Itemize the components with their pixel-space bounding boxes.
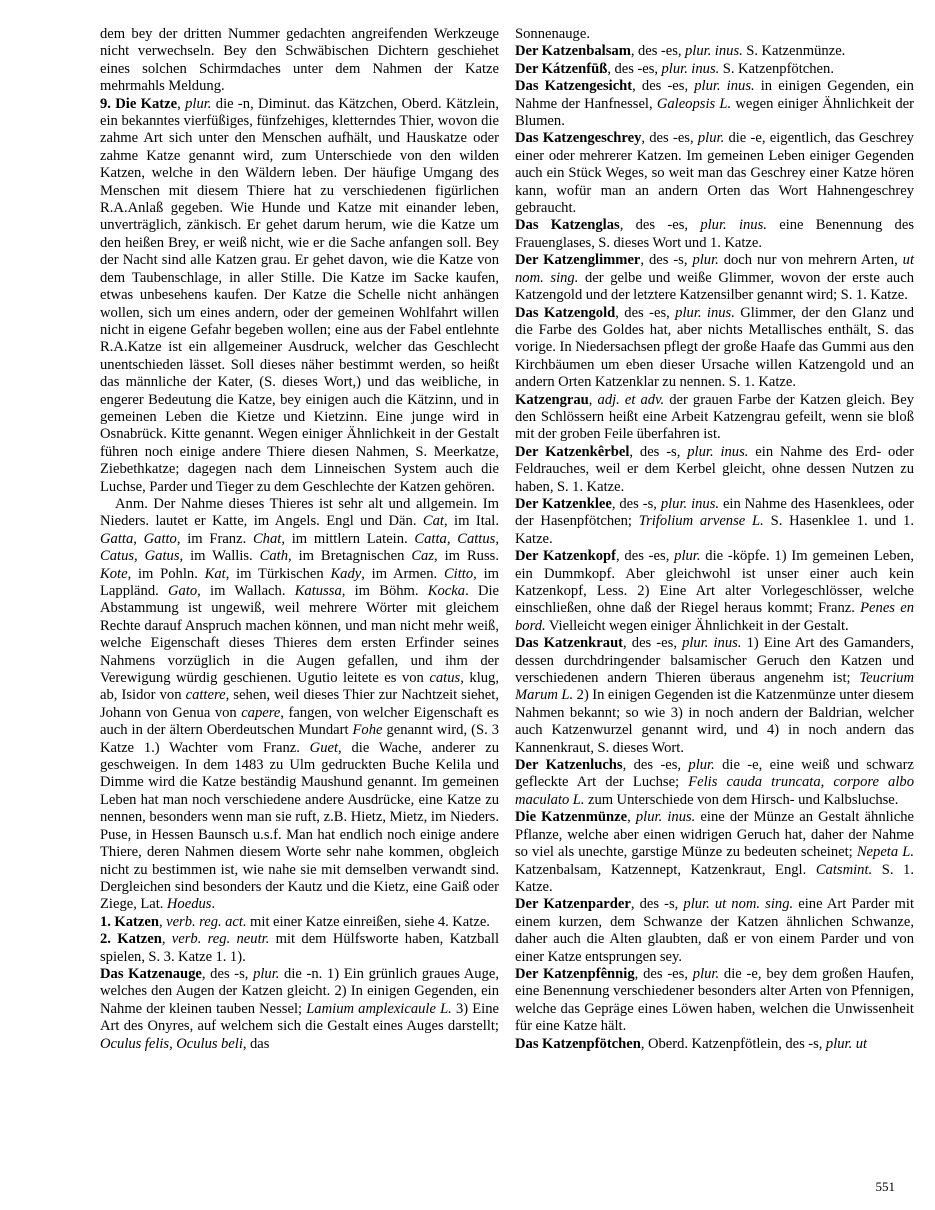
text-run: , im Franz. [176, 530, 253, 547]
entry-paragraph [100, 931, 499, 966]
text-run: Kocka [427, 583, 466, 599]
entry-headword: Das Katzenpfötchen [515, 1035, 641, 1052]
text-run: Lamium amplexicaule L. [306, 1000, 452, 1017]
text-run: , des -s, [630, 896, 684, 913]
text-run: Teucrium Marum L. [515, 670, 914, 704]
text-run: , im Böhm. [341, 583, 428, 599]
entry-paragraph [515, 635, 914, 757]
text-run: Kote [100, 565, 128, 582]
text-run: Penes en bord. [515, 600, 914, 634]
text-run: Citto [443, 565, 474, 582]
entry-paragraph [515, 757, 914, 809]
text-run: Katussa [294, 583, 342, 599]
text-run: plur. [697, 130, 725, 147]
text-run: eine der Münze an Gestalt ähnliche Pflanze, welche aber einen widrigen Geruch hat, daher der Nahme so viel als unechte, garstige Münze zu bedeuten scheinet; [515, 809, 914, 861]
text-run: S. Hasenklee 1. und 1. Katze. [515, 513, 914, 547]
page-number: 551 [875, 1179, 895, 1194]
text-run: Cat [422, 513, 444, 530]
text-run: ein Nahme des Erd- oder Feldrauches, weil er dem Kerbel gleicht, ohne dessen Nutzen zu haben, S. 1. Katze. [515, 443, 914, 495]
text-run: 3) Eine Art des Onyres, auf welchem sich die Gestalt eines Auges darstellt; [100, 1000, 499, 1035]
entry-headword: 2. Katzen [100, 931, 162, 948]
text-run: , sehen, weil dieses Thier zur Nachtzeit siehet, Johann von Genua von [100, 687, 499, 721]
text-run: , des -es, [615, 304, 676, 321]
text-run: eine Art Parder mit einem kurzen, dem Schwanze der Katzen ähnlichen Schwanze, daher auch die Alten glaubten, daß er von einem Parder und von einer Katze entsprungen sey. [515, 896, 915, 965]
text-run: plur. inus. [660, 495, 720, 512]
text-run: Trifolium arvense L. [638, 513, 764, 530]
text-run: plur. inus. [635, 809, 696, 826]
entry-paragraph [515, 78, 914, 130]
text-run: , des -s, [201, 965, 254, 982]
text-run: plur. inus. [661, 60, 720, 77]
text-run: Kady [330, 565, 362, 582]
entry-paragraph [515, 496, 914, 548]
text-run: plur. [688, 757, 715, 774]
entry-paragraph [515, 61, 914, 78]
text-run: , im Russ. [434, 548, 499, 565]
text-run: die -e, bey dem großen Haufen, eine Benennung verschiedener besonders alter Arten von Pfennigen, welche das Gepräge eines Löwen haben, welchen die Unwissenheit für eine Katze hält. [515, 965, 914, 1035]
text-run: Kat [204, 565, 226, 582]
entry-headword: Der Katzenkêrbel [515, 443, 630, 460]
text-run: , klug, ab, Isidor von [100, 670, 499, 704]
entry-paragraph [100, 96, 499, 496]
text-run: adj. et adv. [597, 391, 665, 408]
text-run: Katzenbalsam, Katzennept, Katzenkraut, Engl. [515, 861, 816, 878]
entry-headword: 9. Die Katze [100, 95, 178, 112]
text-run: plur. inus. [700, 217, 767, 234]
text-run: , des -es, [616, 548, 675, 565]
entry-headword: Das Katzenauge [100, 965, 202, 982]
entry-paragraph [515, 43, 914, 60]
text-run: plur. [692, 252, 719, 269]
text-run: Oculus felis, Oculus beli [100, 1035, 243, 1052]
entry-headword: Der Katzenkopf [515, 548, 616, 565]
text-run: plur. inus. [682, 635, 742, 652]
text-run: , im Wallach. [197, 583, 295, 599]
entry-paragraph [515, 444, 914, 496]
entry-paragraph [100, 496, 499, 914]
text-run: zum Unterschiede von dem Hirsch- und Kalbsluchse. [584, 791, 899, 808]
text-run: cattere [185, 687, 226, 704]
text-run: wegen einiger Ähnlichkeit der Blumen. [515, 95, 915, 130]
entry-paragraph [515, 26, 914, 43]
text-run: Gato [167, 583, 198, 599]
text-run: genannt wird, (S. 3 Katze 1.) Wachter vom Franz. [100, 722, 500, 756]
text-run: plur. [253, 965, 280, 982]
text-run: , die Wache, anderer zu geschweigen. In dem 1483 zu Ulm gedruckten Buche Kelila und Dimme wird die Katze beständig Maushund genannt. Im gemeinen Leben hat man noch verschiedene andere Ausdrücke, eine Katze zu nennen, besonders wenn man sie ruft, z.B. Hietz, Mietz, im Nieders. Puse, in Hessen Baunsch u.s.f. Man hat endlich noch einige andere Thiere, deren Nahmen diesem Worte sehr nahe kommen, obgleich nicht zu bestimmen ist, wie nahe sie mit demselben verwandt sind. Dergleichen sind besonders der Kautz und die Kietz, eine Gaiß oder Ziege, Lat. [100, 739, 499, 913]
text-run: plur. [692, 965, 720, 982]
text-run: catus [429, 670, 461, 687]
entry-headword: Der Katzenbalsam [515, 43, 631, 60]
text-run: plur. ut [825, 1035, 868, 1052]
text-run: verb. reg. act. [166, 913, 247, 930]
entry-headword: Die Katzenmünze [515, 809, 628, 826]
entry-headword: Das Katzenglas [515, 217, 620, 234]
text-run: mit dem Hülfsworte haben, Katzball spielen, S. 3. Katze 1. 1). [100, 931, 499, 965]
text-run: S. 1. Katze. [515, 861, 914, 895]
entry-paragraph [515, 1036, 914, 1053]
text-run: Chat [252, 530, 282, 547]
entry-paragraph [100, 966, 499, 1053]
text-columns [100, 26, 914, 1053]
text-run: plur. inus. [675, 304, 735, 321]
text-run: Caz [411, 548, 435, 565]
text-run: , [627, 809, 636, 826]
text-run: Sonnenauge. [515, 26, 590, 42]
entry-paragraph [515, 548, 914, 635]
text-run: , fangen, von welcher Eigenschaft es auch in der ältern Oberdeutschen Mundart [100, 704, 499, 739]
text-run: 2) In einigen Gegenden ist die Katzenmünze unter diesem Nahmen bekannt; so wie 3) in noch andern der Baldrian, welcher auch Katzenwurzel genannt wird, und 4) in noch andern das Kannenkraut, S. dieses Wort. [515, 687, 914, 756]
entry-paragraph [100, 914, 499, 931]
text-run: . Die Abstammung ist ungewiß, weil mehrere Wörter mit gleichem Rechte darauf Anspruch machen können, und man nicht mehr weiß, welche Eigenschaft dieses Thieres dem ersten Erfinder seines Nahmens vorzüglich in die Augen gefallen, und ihm der Verewigung würdig geschienen. Ugutio leitete es von [100, 583, 500, 687]
text-run: mit einer Katze einreißen, siehe 4. Katze. [246, 913, 490, 930]
entry-headword: Der Katzenklee [515, 495, 612, 512]
entry-headword: Katzengrau [515, 391, 589, 408]
text-run: , im Lappländ. [100, 565, 499, 599]
entry-headword: Das Katzengeschrey [515, 130, 642, 147]
text-run: , im Wallis. [179, 548, 260, 565]
text-run: S. Katzenpfötchen. [719, 60, 834, 77]
text-run: , des -es, [622, 757, 689, 774]
text-run: , des -es, [619, 217, 701, 234]
text-run: , [158, 913, 167, 930]
text-run: , im mittlern Latein. [281, 530, 415, 547]
text-run: , im Pohln. [127, 565, 205, 582]
text-run: Felis cauda truncata, corpore albo maculato L. [515, 774, 914, 808]
entry-paragraph [515, 966, 914, 1036]
text-run: , des -s, [640, 252, 693, 269]
text-run: Vielleicht wegen einiger Ähnlichkeit in der Gestalt. [545, 617, 849, 634]
text-run: , des -es, [632, 78, 695, 95]
entry-headword: Das Katzengold [515, 304, 616, 321]
text-run: plur. ut nom. sing. [683, 896, 794, 913]
text-run: plur. inus. [687, 443, 749, 460]
text-run: verb. reg. neutr. [171, 931, 270, 948]
text-run: , [588, 391, 598, 408]
entry-paragraph [515, 896, 914, 966]
text-run: , im Türkischen [225, 565, 331, 582]
entry-paragraph [515, 392, 914, 444]
text-run: ut nom. sing. [515, 252, 915, 286]
text-run: , im Ital. [443, 513, 499, 530]
left-column [100, 26, 499, 1053]
text-run: eine Benennung des Frauenglases, S. dieses Wort und 1. Katze. [515, 217, 914, 251]
text-run: der gelbe und weiße Glimmer, wovon der erste auch Katzengold und der letztere Katzensilber genannt wird; S. 1. Katze. [515, 269, 914, 304]
entry-headword: Der Katzenpfênnig [515, 965, 635, 982]
text-run: , des -es, [623, 635, 683, 652]
text-run: plur. [674, 548, 701, 565]
entry-headword: Der Katzenluchs [515, 757, 623, 774]
text-run: capere [241, 704, 281, 721]
entry-headword: Der Katzenparder [515, 896, 631, 913]
right-column [515, 26, 914, 1053]
text-run: Catsmint. [815, 861, 873, 878]
entry-headword: Der Katzenglimmer [515, 252, 641, 269]
entry-headword: Das Katzengesicht [515, 78, 633, 95]
text-run: ein Nahme des Hasenklees, oder der Hasenpfötchen; [515, 495, 914, 530]
text-run: Glimmer, der den Glanz und die Farbe des Goldes hat, aber nichts Metallisches enthält, S. das vorige. In Niedersachsen pflegt der große Haafe das Gummi aus den Kirchbäumen um eben dieser Ursache willen Katzengold und an andern Orten Katzenklar zu nennen. S. 1. Katze. [515, 304, 914, 391]
text-run: Anm. Der Nahme dieses Thieres ist sehr alt und allgemein. Im Nieders. lautet er Katte, im Angels. Engl und Dän. [100, 495, 499, 530]
text-run: , des -es, [634, 965, 693, 982]
text-run: , des -s, [611, 495, 661, 512]
text-run: Nepeta L. [856, 844, 914, 861]
text-run: Cath [259, 548, 289, 565]
text-run: S. Katzenmünze. [742, 43, 846, 60]
text-run: , des -es, [641, 130, 698, 147]
entry-paragraph [515, 252, 914, 304]
text-run: , im Armen. [361, 565, 444, 582]
text-run: plur. inus. [684, 43, 743, 60]
entry-headword: Das Katzenkraut [515, 635, 624, 652]
text-run: dem bey der dritten Nummer gedachten angreifenden Werkzeuge nicht verwechseln. Bey den Schwäbischen Dichtern geschiehet eines solchen Schirmdaches unter dem Nahmen der Katze mehrmahls Meldung. [100, 26, 499, 95]
text-run: , des -es, [630, 43, 685, 60]
text-run: die -n, Diminut. das Kätzchen, Oberd. Kätzlein, ein bekanntes vierfüßiges, fünfzehiges, kletterndes Thier, wovon die zahme Art sich unter den Menschen aufhält, und Hauskatze oder zahme Katze genannt wird, zum Unterschiede von den wilden Katzen, welche in den Wäldern leben. Der häufige Umgang des Menschen mit diesem Thiere hat zu verschiedenen figürlichen R.A.Anlaß gegeben. Wie Hunde und Katze mit einander leben, unverträglich, zänkisch. Er gehet darum herum, wie die Katze um den heißen Brey, er weiß nicht, wie er die Sache anfangen soll. Bey der Nacht sind alle Katzen grau. Er gehet davon, wie die Katze von dem Taubenschlage, in aller Stille. Die Katze im Sacke kaufen, etwas unbesehens kaufen. Der Katze die Schelle nicht anhängen wollen, sich um eines andern, oder der gemeinen Wohlfahrt willen nicht in eigene Gefahr begeben wollen; eine aus der Fabel entlehnte R.A.Katze ist ein allgemeiner Ausdruck, welcher das Geschlecht unentschieden lässet. Soll dieses näher bestimmt werden, so heißt das männliche der Kater, (S. dieses Wort,) und das weibliche, in engerer Bedeutung die Katze, bey einigen auch die Kätzinn, und in gemeinen Leben die Kietze und Kietzinn. Eine junge wird in Osnabrück. Kitte genannt. Wegen einiger Ähnlichkeit in der Gestalt führen noch einige andere Thiere diesen Nahmen, S. Meerkatze, Ziebethkatze; dagegen nach dem Linneischen System auch die Luchse, Parder und Tieger zu dem Geschlechte der Katzen gehören. [100, 95, 499, 495]
entry-paragraph [100, 26, 499, 96]
text-run: Galeopsis L. [656, 95, 732, 112]
entry-paragraph [515, 809, 914, 896]
text-run: , [161, 931, 172, 948]
text-run: die -n. 1) Ein grünlich graues Auge, welches den Augen der Katzen gleicht. 2) In einigen Gegenden, ein Nahme der kleinen tauben Nessel; [100, 965, 499, 1017]
text-run: Hoedus [166, 896, 212, 913]
text-run: in einigen Gegenden, ein Nahme der Hanfnessel, [515, 78, 914, 112]
text-run: plur. [185, 95, 212, 112]
text-run: , des -es, [607, 60, 662, 77]
text-run: Gatta, Gatto [100, 530, 177, 547]
text-run: plur. inus. [694, 78, 755, 95]
text-run: , des -s, [629, 443, 688, 460]
entry-headword: 1. Katzen [100, 913, 159, 930]
text-run: der grauen Farbe der Katzen gleich. Bey den Schlössern heißt eine Arbeit Katzengrau gefeilt, wenn sie bloß mit der groben Feile überfahren ist. [515, 391, 914, 443]
text-run: , im Bretagnischen [288, 548, 412, 565]
text-run: , [177, 95, 186, 112]
text-run: , das [242, 1035, 270, 1052]
entry-paragraph [515, 217, 914, 252]
text-run: Fohe [352, 722, 383, 739]
text-run: , Oberd. Katzenpfötlein, des -s, [640, 1035, 826, 1052]
text-run: Guet [309, 739, 339, 756]
text-run: die -köpfe. 1) Im gemeinen Leben, ein Dummkopf. Aber gleichwohl ist unser einer auch kein Katzenkopf, Less. 2) Eine Art alter Vorlegeschlösser, welche einschließen, ohne daß der Riegel heraus kommt; Franz. [515, 548, 914, 617]
entry-paragraph [515, 130, 914, 217]
text-run: die -e, eigentlich, das Geschrey einer oder mehrerer Katzen. Im gemeinen Leben einiger Gegenden auch ein Stück Weges, so weit man das Geschrey einer Katze hören kann, wofür man an andern Orten das Wort Hahnengeschrey gebraucht. [515, 130, 914, 217]
text-run: . [211, 896, 216, 913]
text-run: doch nur von mehrern Arten, [718, 252, 903, 269]
text-run: die -e, eine weiß und schwarz gefleckte Art der Luchse; [515, 757, 914, 791]
text-run: 1) Eine Art des Gamanders, dessen durchdringender balsamischer Geruch den Katzen und verschiedenen andern Thieren überaus angenehm ist; [515, 635, 914, 687]
text-run: Catta, Cattus, Catus, Gatus [100, 530, 499, 565]
entry-headword: Der Kátzenfūß [515, 60, 608, 77]
entry-paragraph [515, 305, 914, 392]
